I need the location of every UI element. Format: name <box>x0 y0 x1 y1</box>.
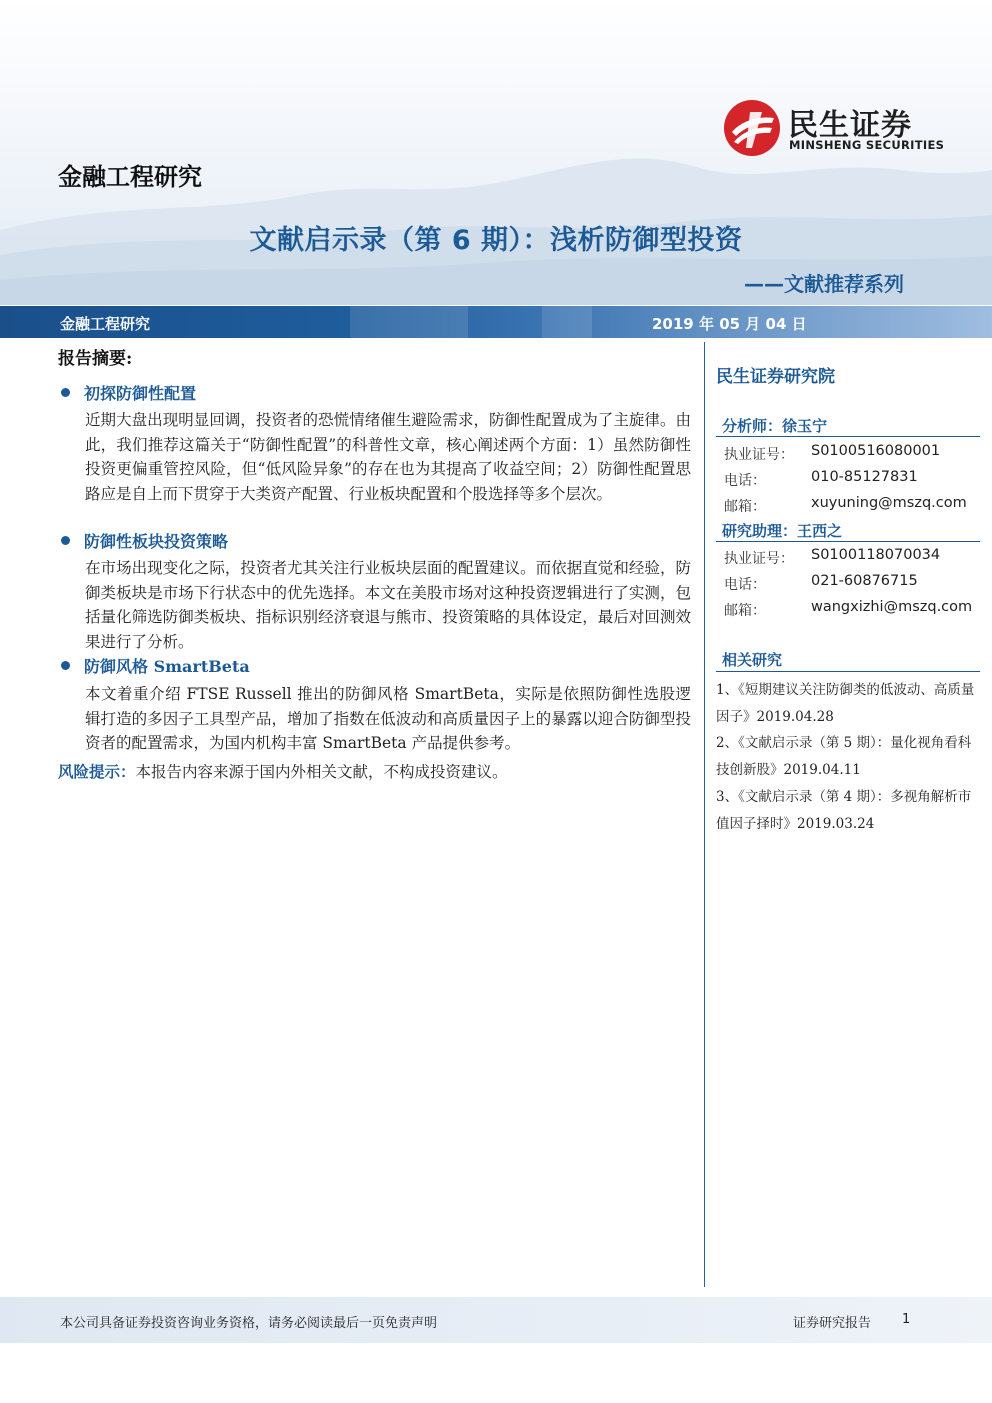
report-date: 2019 年 05 月 04 日 <box>652 315 807 333</box>
assistant-license-value: S0100118070034 <box>811 547 941 563</box>
related-research-heading: 相关研究 <box>722 651 783 669</box>
bullet-icon <box>61 661 70 670</box>
summary-heading: 报告摘要: <box>58 349 133 369</box>
band-segment <box>350 306 468 338</box>
logo-english-name: MINSHENG SECURITIES <box>789 138 945 152</box>
summary-item-2-title: 防御性板块投资策略 <box>84 532 229 551</box>
bullet-icon <box>61 388 70 397</box>
analyst-phone-label: 电话： <box>724 473 766 489</box>
column-divider <box>704 342 705 1287</box>
risk-warning-label: 风险提示： <box>58 762 136 781</box>
assistant-email-value[interactable]: wangxizhi@mszq.com <box>811 599 973 615</box>
assistant-rule <box>716 541 980 542</box>
analyst-license-value: S0100516080001 <box>811 443 941 459</box>
bullet-icon <box>61 536 70 545</box>
summary-item-3-title: 防御风格 SmartBeta <box>84 657 250 676</box>
assistant-heading: 研究助理：王西之 <box>722 522 843 540</box>
institute-name: 民生证券研究院 <box>716 367 835 387</box>
summary-item-3-text: 本文着重介绍 FTSE Russell 推出的防御风格 SmartBeta，实际是依照防御性选股逻辑打造的多因子工具型产品，增加了指数在低波动和高质量因子上的暴露以迎合防御型投资者的配置需求，为国内机构丰富 SmartBeta 产品提供参考。 <box>85 685 691 752</box>
footer-disclaimer: 本公司具备证券投资咨询业务资格，请务必阅读最后一页免责声明 <box>60 1316 438 1331</box>
summary-item-1-title: 初探防御性配置 <box>84 384 197 403</box>
report-header <box>0 0 992 305</box>
band-section-label: 金融工程研究 <box>60 315 151 333</box>
summary-item-1-text: 近期大盘出现明显回调，投资者的恐慌情绪催生避险需求，防御性配置成为了主旋律。由此，我们推荐这篇关于“防御性配置”的科普性文章，核心阐述两个方面：1）虽然防御性投资更偏重管控风险，但“低风险异象”的存在也为其提高了收益空间；2）防御性配置思路应是自上而下贯穿于大类资产配置、行业板块配置和个股选择等多个层次。 <box>85 411 691 503</box>
series-subtitle: ——文献推荐系列 <box>744 272 904 296</box>
analyst-heading: 分析师：徐玉宁 <box>722 417 828 435</box>
risk-warning-text: 本报告内容来源于国内外相关文献，不构成投资建议。 <box>135 763 508 781</box>
minsheng-logo <box>722 98 952 158</box>
analyst-license-label: 执业证号： <box>724 447 794 463</box>
related-research-rule <box>716 671 980 672</box>
assistant-phone-label: 电话： <box>724 577 766 593</box>
analyst-rule <box>716 436 980 437</box>
report-title: 文献启示录（第 6 期）：浅析防御型投资 <box>249 225 743 256</box>
summary-item-2-text: 在市场出现变化之际，投资者尤其关注行业板块层面的配置建议。而依据直觉和经验，防御类板块是市场下行状态中的优先选择。本文在美股市场对这种投资逻辑进行了实测，包括量化筛选防御类板块、指标识别经济衰退与熊市、投资策略的具体设定，最后对回测效果进行了分析。 <box>85 559 691 651</box>
minsheng-logo-icon <box>722 98 782 158</box>
assistant-email-label: 邮箱： <box>724 603 766 619</box>
page-number: 1 <box>902 1312 911 1327</box>
page-footer <box>0 1297 992 1343</box>
logo-chinese-name: 民生证券 <box>788 108 912 143</box>
analyst-email-value[interactable]: xuyuning@mszq.com <box>811 495 967 511</box>
analyst-email-label: 邮箱： <box>724 499 766 515</box>
risk-warning <box>58 760 690 782</box>
footer-report-type: 证券研究报告 <box>793 1316 872 1331</box>
related-research-item[interactable]: 2、《文献启示录（第 5 期）：量化视角看科技创新股》2019.04.11 <box>716 735 972 778</box>
related-research-item[interactable]: 1、《短期建议关注防御类的低波动、高质量因子》2019.04.28 <box>716 682 975 725</box>
section-title: 金融工程研究 <box>58 163 202 191</box>
band-segment <box>542 306 592 338</box>
title-band <box>0 306 992 338</box>
assistant-phone-value: 021-60876715 <box>811 573 918 589</box>
analyst-phone-value: 010-85127831 <box>811 469 918 485</box>
related-research-item[interactable]: 3、《文献启示录（第 4 期）：多视角解析市值因子择时》2019.03.24 <box>716 789 972 832</box>
assistant-license-label: 执业证号： <box>724 551 794 567</box>
